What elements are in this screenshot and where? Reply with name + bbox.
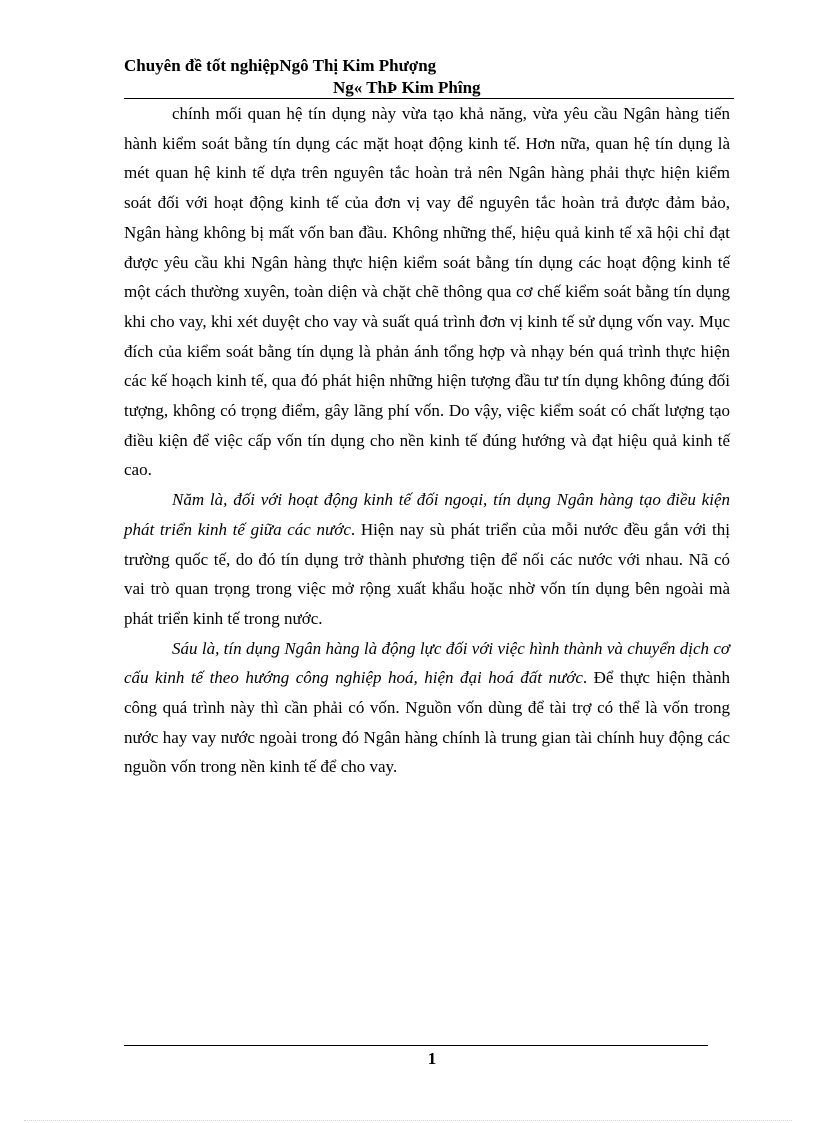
paragraph-control: chính mối quan hệ tín dụng này vừa tạo khả năng, vừa yêu cầu Ngân hàng tiến hành kiểm soát bằng tín dụng các mặt hoạt động kinh tế. Hơn nữa, quan hệ tín dụng là mét quan hệ kinh tế dựa trên nguyên tắc hoàn trả nên Ngân hàng phải thực hiện kiểm soát đối với hoạt động kinh tế của đơn vị vay để nguyên tắc hoàn trả được đảm bảo, Ngân hàng không bị mất vốn ban đầu. Không những thế, hiệu quả kinh tế xã hội chỉ đạt được yêu cầu khi Ngân hàng thực hiện kiểm soát bằng tín dụng các hoạt động kinh tế một cách thường xuyên, toàn diện và chặt chẽ thông qua cơ chế kiểm soát bằng tín dụng khi cho vay, khi xét duyệt cho vay và suất quá trình đơn vị kinh tế sử dụng vốn vay. Mục đích của kiểm soát bằng tín dụng là phản ánh tổng hợp và nhạy bén quá trình thực hiện các kế hoạch kinh tế, qua đó phát hiện những hiện tượng đầu tư tín dụng không đúng đối tượng, không có trọng điểm, gây lãng phí vốn. Do vậy, việc kiểm soát có chất lượng tạo điều kiện để việc cấp vốn tín dụng cho nền kinh tế đúng hướng và đạt hiệu quả kinh tế cao.	[124, 104, 730, 480]
paragraph-foreign-economy-lead: Năm là, đối với hoạt động kinh tế đối ngoại, tín dụng Ngân hàng tạo điều kiện phát triển kinh tế giữa các nước	[124, 490, 730, 539]
paragraph-restructuring	[124, 634, 730, 783]
page-number: 1	[427, 1049, 437, 1068]
footer-divider	[124, 1045, 708, 1046]
paragraph-restructuring-text: . Để thực hiện thành công quá trình này thì cần phải có vốn. Nguồn vốn dùng để tài trợ có thể là vốn trong nước hay vay nước ngoài trong đó Ngân hàng chính là trung gian tài chính huy động các nguồn vốn trong nền kinh tế để cho vay.	[124, 668, 730, 777]
paragraph-foreign-economy-text: . Hiện nay sù phát triển của mỗi nước đều gắn với thị trường quốc tế, do đó tín dụng trở thành phương tiện để nối các nước với nhau. Nã có vai trò quan trọng trong việc mở rộng xuất khẩu hoặc nhờ vốn tín dụng bên ngoài mà phát triển kinh tế trong nước.	[124, 519, 730, 628]
header-title: Chuyên đề tốt nghiệpNgô Thị Kim Phượng	[124, 56, 437, 75]
header-subtitle: Ng« ThÞ Kim Phîng	[333, 78, 481, 97]
page-bottom-border	[24, 1120, 792, 1121]
page-header	[124, 55, 734, 99]
paragraph-restructuring-lead: Sáu là, tín dụng Ngân hàng là động lực đối với việc hình thành và chuyển dịch cơ cấu kinh tế theo hướng công nghiệp hoá, hiện đại hoá đất nước	[124, 638, 730, 688]
paragraph-foreign-economy	[124, 485, 730, 634]
document-body	[124, 99, 730, 782]
